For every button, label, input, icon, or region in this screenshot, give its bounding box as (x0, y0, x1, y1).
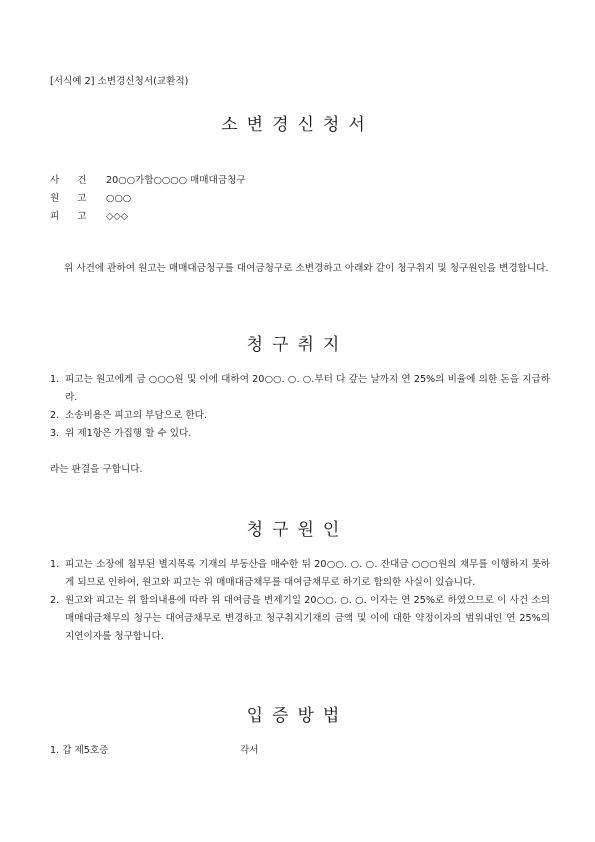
item-text: 소송비용은 피고의 부담으로 한다. (65, 410, 207, 421)
item-number: 1. (50, 559, 60, 570)
party-row-case (50, 172, 246, 190)
item-number: 2. (50, 410, 60, 421)
item-number: 2. (50, 595, 60, 606)
claim-cause-list (50, 556, 550, 646)
item-number: 1. (50, 374, 60, 385)
intro-paragraph: 위 사건에 관하여 원고는 매매대금청구를 대여금청구로 소변경하고 아래와 같이 청구취지 및 청구원인을 변경합니다. (64, 263, 549, 274)
section-title-claim-purpose: 청구취지 (246, 335, 349, 355)
claim-purpose-list (50, 371, 550, 443)
item-text: 위 제1항은 가집행 할 수 있다. (65, 428, 192, 439)
item-text: 피고는 소장에 첨부된 별지목록 기재의 부동산을 매수한 뒤 20○○. ○. ○. 잔대금 ○○○원의 채무를 이행하지 못하게 되므로 인하여, 원고와 피고는 위 매매대금채무를 대여금채무로 하기로 합의한 사실이 있습니다. (65, 559, 550, 588)
item-text: 피고는 원고에게 금 ○○○원 및 이에 대하여 20○○. ○. ○.부터 다 갚는 날까지 연 25%의 비율에 의한 돈을 지급하라. (65, 374, 550, 403)
party-label: 피고 (50, 211, 105, 222)
document-title: 소변경신청서 (221, 115, 374, 135)
list-item (50, 425, 550, 443)
party-value: ◇◇◇ (106, 211, 129, 222)
list-item (50, 407, 550, 425)
party-value: 20○○가합○○○○ 매매대금청구 (106, 175, 246, 186)
item-number: 3. (50, 428, 60, 439)
party-row-defendant (50, 208, 246, 226)
list-item (50, 371, 550, 407)
section-title-evidence: 입증방법 (246, 706, 349, 726)
evidence-value: 각서 (240, 745, 259, 756)
closing-sentence: 라는 판결을 구합니다. (50, 464, 143, 475)
item-text: 원고와 피고는 위 합의내용에 따라 위 대여금을 변제기일 20○○. ○. ○. 이자는 연 25%로 하였으므로 이 사건 소의 매매대금채무의 청구는 대여금채무로 변경하고 청구취지기재의 금액 및 이에 대한 약정이자의 범위내인 연 25%의 지연이자를 청구합니다. (65, 595, 550, 642)
party-row-plaintiff (50, 190, 246, 208)
party-value: ○○○ (106, 193, 132, 204)
form-label: [서식예 2] 소변경신청서(교환적) (50, 76, 189, 87)
evidence-name: 갑 제5호증 (62, 745, 109, 756)
evidence-item (50, 742, 350, 756)
list-item (50, 556, 550, 592)
item-number: 1. (50, 745, 60, 756)
party-label: 사건 (50, 175, 105, 186)
section-title-claim-cause: 청구원인 (246, 520, 349, 540)
party-label: 원고 (50, 193, 105, 204)
list-item (50, 592, 550, 646)
parties-block (50, 172, 246, 226)
